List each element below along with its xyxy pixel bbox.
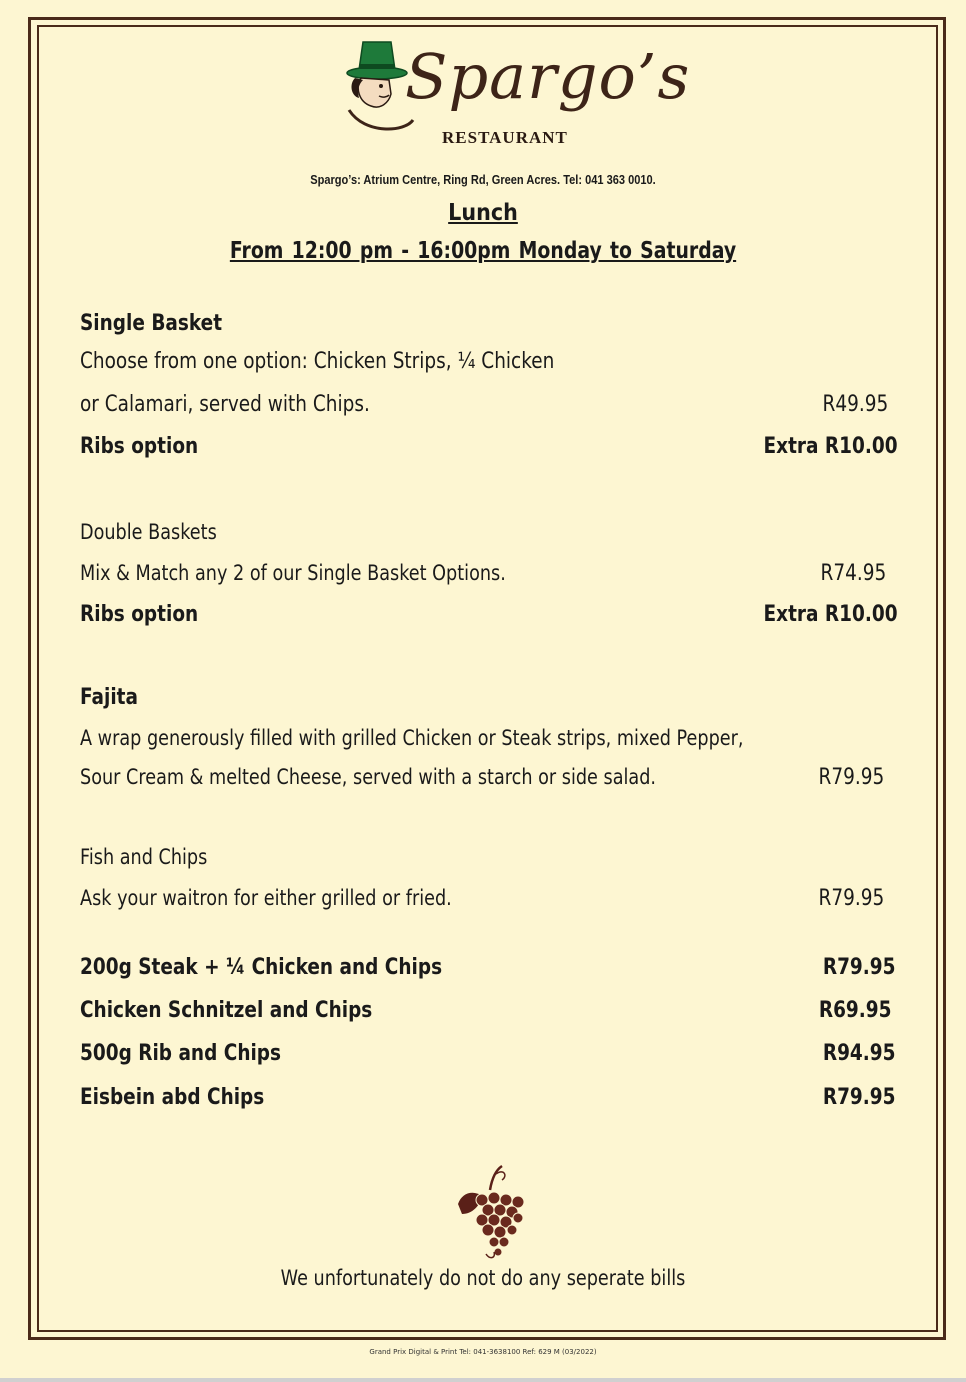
double-baskets-price: R74.95 xyxy=(820,561,886,586)
restaurant-address: Spargo’s: Atrium Centre, Ring Rd, Green Acres. Tel: 041 363 0010. xyxy=(310,172,656,187)
single-basket-ribs-price: Extra R10.00 xyxy=(763,434,898,459)
list-item: 500g Rib and Chips xyxy=(80,1041,282,1066)
menu-title: Lunch xyxy=(448,200,518,226)
fajita-desc-1: A wrap generously filled with grilled Chicken or Steak strips, mixed Pepper, xyxy=(80,726,744,750)
fajita-price: R79.95 xyxy=(818,765,884,790)
logo-name: Spargo’s xyxy=(405,40,691,113)
fajita-title: Fajita xyxy=(80,685,138,710)
list-item: Chicken Schnitzel and Chips xyxy=(80,998,373,1023)
list-item-price: R69.95 xyxy=(819,998,892,1023)
fish-and-chips-title: Fish and Chips xyxy=(80,845,208,869)
restaurant-logo xyxy=(345,40,691,150)
printer-credit: Grand Prix Digital & Print Tel: 041-3638100 Ref: 629 M (03/2022) xyxy=(369,1348,597,1356)
single-basket-desc-2: or Calamari, served with Chips. xyxy=(80,392,370,417)
logo-subtitle: RESTAURANT xyxy=(442,128,568,147)
separate-bills-note: We unfortunately do not do any seperate bills xyxy=(280,1266,686,1290)
double-baskets-desc: Mix & Match any 2 of our Single Basket Options. xyxy=(80,561,506,585)
list-item-price: R79.95 xyxy=(823,955,896,980)
page-bottom-strip xyxy=(0,1378,966,1382)
list-item: 200g Steak + ¼ Chicken and Chips xyxy=(80,955,443,980)
single-basket-desc-1: Choose from one option: Chicken Strips, ¼ Chicken xyxy=(80,349,555,374)
single-basket-price: R49.95 xyxy=(822,392,888,417)
list-item-price: R94.95 xyxy=(823,1041,896,1066)
double-baskets-ribs-label: Ribs option xyxy=(80,602,199,627)
double-baskets-ribs-price: Extra R10.00 xyxy=(763,602,898,627)
fish-and-chips-price: R79.95 xyxy=(818,886,884,911)
fish-and-chips-desc: Ask your waitron for either grilled or fried. xyxy=(80,886,452,910)
single-basket-ribs-label: Ribs option xyxy=(80,434,199,459)
single-basket-title: Single Basket xyxy=(80,311,223,336)
opening-hours: From 12:00 pm - 16:00pm Monday to Saturday xyxy=(229,238,737,264)
list-item: Eisbein abd Chips xyxy=(80,1085,265,1110)
fajita-desc-2: Sour Cream & melted Cheese, served with a starch or side salad. xyxy=(80,765,657,789)
double-baskets-title: Double Baskets xyxy=(80,520,217,544)
list-item-price: R79.95 xyxy=(823,1085,896,1110)
grape-bunch-icon xyxy=(452,1162,532,1262)
